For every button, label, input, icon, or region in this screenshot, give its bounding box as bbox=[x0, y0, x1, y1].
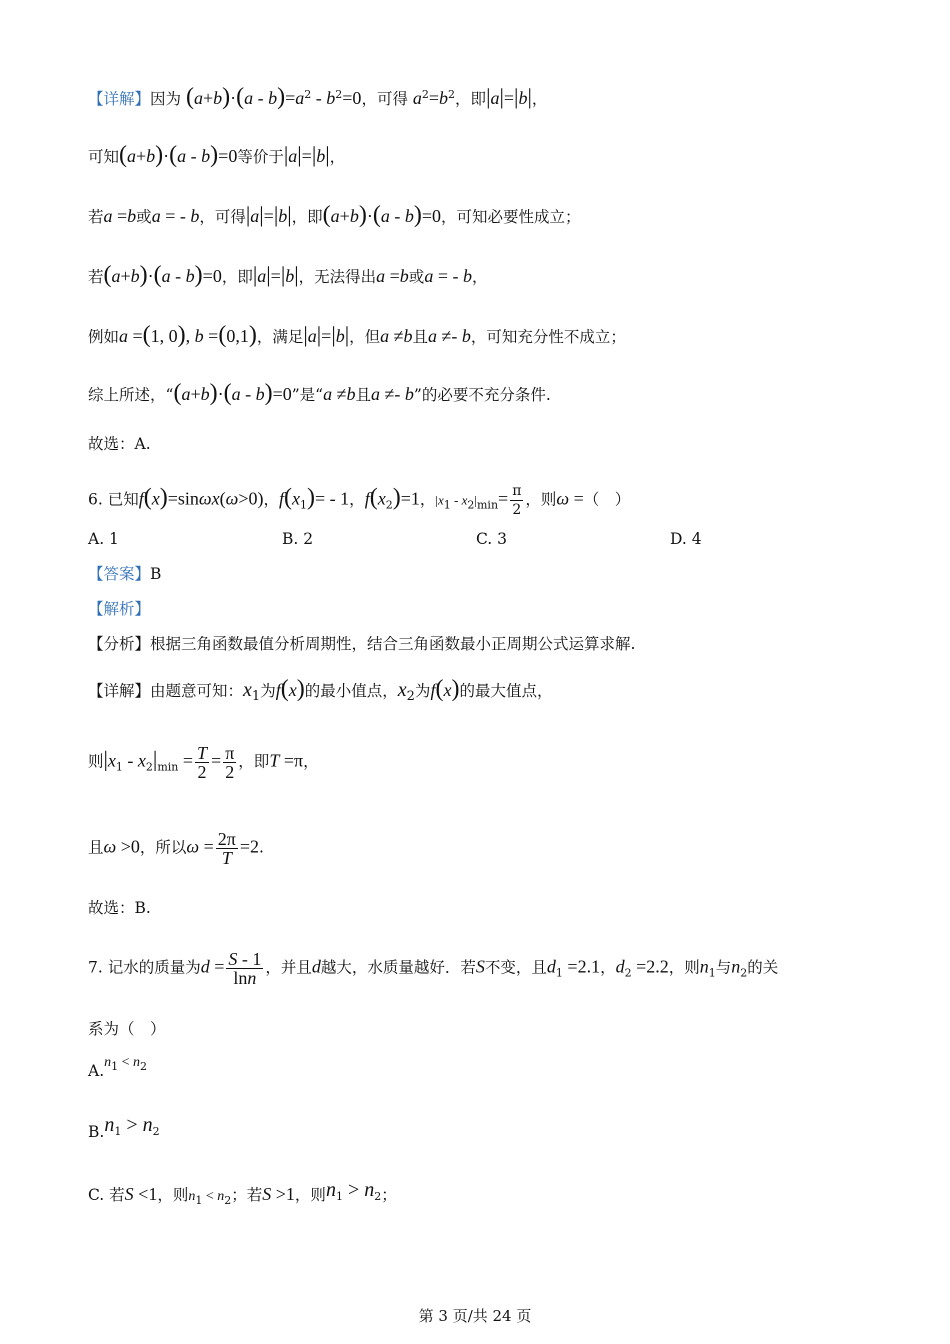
analysis-label: 【解析】 bbox=[88, 600, 151, 618]
detail-line-4: 若(a+b)·(a - b)=0，即|a|=|b|，无法得出a =b或a = - b， bbox=[88, 262, 488, 288]
option-d[interactable]: D. 4 bbox=[670, 530, 702, 548]
detail-line-1: 【详解】因为 $(a+b)\cdot(a - b)=a^2 - b^2=0$，可得 $a^2=b^2$，即|a|=|b|， bbox=[88, 84, 548, 111]
question-7: 7. 记水的质量为d = $\frac{S - 1}{\ln n}$ ，并且d越大，水质量越好．若S不变，且$d_1 =2.1$，$d_2 =2.2$，则$n_1$与$n_2$的关 bbox=[88, 949, 779, 988]
answer-line: 【答案】B bbox=[88, 565, 162, 583]
q7-option-c[interactable]: C. 若S <1，则$n_1 < n_2$；若S >1，则$n_1 > n_2$； bbox=[88, 1179, 397, 1208]
page-footer: 第 3 页/共 24 页 bbox=[418, 1307, 532, 1325]
period-line: 则$|x_1 - x_2|_{min}$ = $\frac{T}{2}$ = $\frac{\pi}{2}$ ，即T =π， bbox=[88, 743, 319, 782]
detail-line-q6: 【详解】由题意可知：$x_1$为f(x)的最小值点，$x_2$为f(x)的最大值点， bbox=[88, 676, 553, 705]
detail-line-5: 例如a =(1, 0), b =(0,1)，满足|a|=|b|，但a ≠b且a ≠- b，可知充分性不成立； bbox=[88, 322, 626, 348]
q7-option-a[interactable]: $A.n_1 < n_2$ bbox=[88, 1055, 148, 1080]
choice-line-b: 故选：B. bbox=[88, 899, 151, 917]
omega-line: 且ω >0，所以ω = $\frac{2\pi}{T}$ =2. bbox=[88, 829, 264, 868]
option-b[interactable]: B. 2 bbox=[282, 530, 314, 548]
detail-line-2: 可知(a+b)·(a - b)=0等价于|a|=|b|， bbox=[88, 142, 346, 168]
analysis-line: 【分析】根据三角函数最值分析周期性，结合三角函数最小正周期公式运算求解. bbox=[88, 635, 636, 653]
q7-option-b[interactable]: $B.n_1 > n_2$ bbox=[88, 1114, 160, 1141]
option-c[interactable]: C. 3 bbox=[476, 530, 508, 548]
detail-line-3: 若a =b或a = - b，可得|a|=|b|，即(a+b)·(a - b)=0，可知必要性成立； bbox=[88, 202, 581, 228]
question-6: 6. 已知f(x)=sinωx(ω>0)，$f(x_1)= - 1$，$f(x_2)=1$，$|x_1 - x_2|_{min}=$ $\frac{\pi}{2}$ ，则ω =（ ） bbox=[88, 483, 631, 518]
option-a[interactable]: A. 1 bbox=[88, 530, 119, 548]
detail-line-6: 综上所述，“(a+b)·(a - b)=0”是“a ≠b且a ≠- b”的必要不充分条件. bbox=[88, 380, 551, 406]
choice-line-a: 故选：A. bbox=[88, 435, 151, 453]
question-7-cont: 系为（ ） bbox=[88, 1020, 166, 1038]
